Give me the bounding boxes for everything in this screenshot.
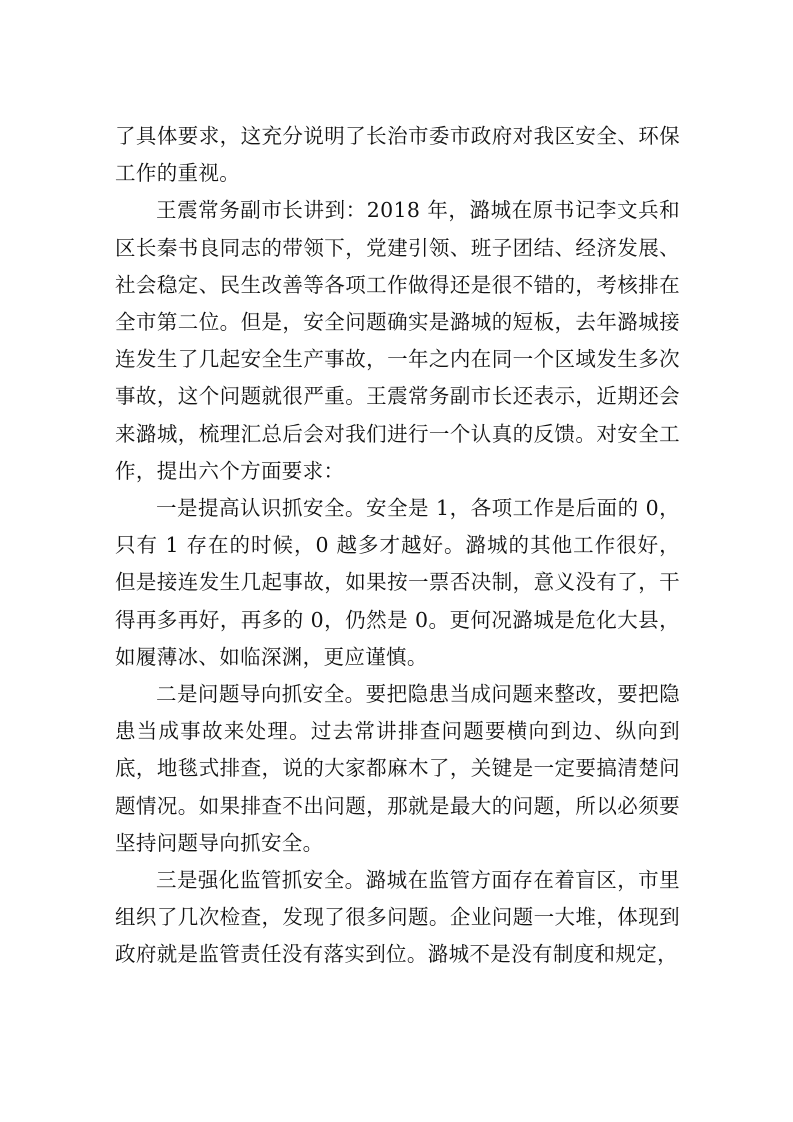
- paragraph-vice-mayor-speech: 王震常务副市长讲到：2018 年，潞城在原书记李文兵和区长秦书良同志的带领下，党建引领、班子团结、经济发展、社会稳定、民生改善等各项工作做得还是很不错的，考核排在全市第二位。但是，安全问题确实是潞城的短板，去年潞城接连发生了几起安全生产事故，一年之内在同一个区域发生多次事故，这个问题就很严重。王震常务副市长还表示，近期还会来潞城，梳理汇总后会对我们进行一个认真的反馈。对安全工作，提出六个方面要求：: [115, 198, 680, 483]
- paragraph-requirement-three: 三是强化监管抓安全。潞城在监管方面存在着盲区，市里组织了几次检查，发现了很多问题。企业问题一大堆，体现到政府就是监管责任没有落实到位。潞城不是没有制度和规定，: [115, 868, 680, 967]
- paragraph-requirement-one: 一是提高认识抓安全。安全是 1，各项工作是后面的 0，只有 1 存在的时候，0 越多才越好。潞城的其他工作很好，但是接连发生几起事故，如果按一票否决制，意义没有了，干得再多再好，再多的 0，仍然是 0。更何况潞城是危化大县，如履薄冰、如临深渊，更应谨慎。: [115, 496, 680, 669]
- paragraph-requirement-two: 二是问题导向抓安全。要把隐患当成问题来整改，要把隐患当成事故来处理。过去常讲排查问题要横向到边、纵向到底，地毯式排查，说的大家都麻木了，关键是一定要搞清楚问题情况。如果排查不出问题，那就是最大的问题，所以必须要坚持问题导向抓安全。: [115, 682, 680, 855]
- paragraph-continuation: 了具体要求，这充分说明了长治市委市政府对我区安全、环保工作的重视。: [115, 124, 680, 186]
- document-body: [115, 118, 680, 974]
